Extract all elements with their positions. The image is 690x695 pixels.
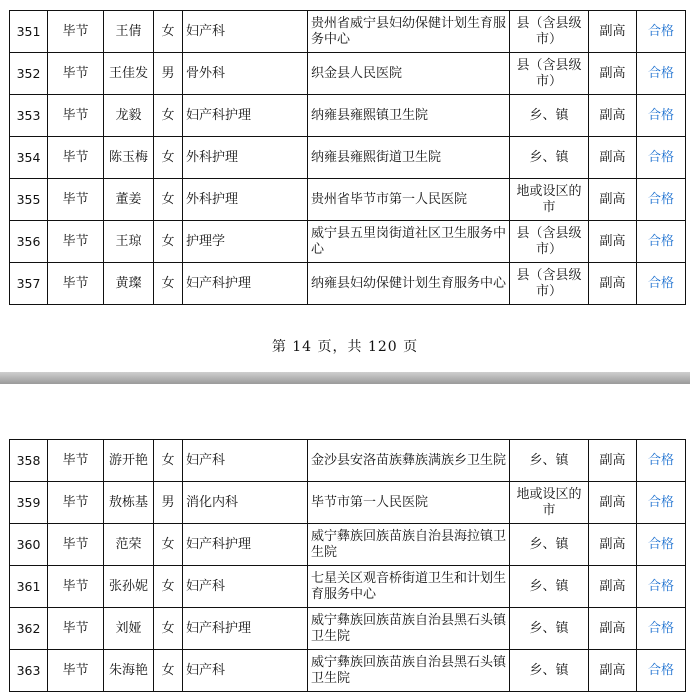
- cell-result: 合格: [637, 650, 686, 692]
- cell-name: 范荣: [104, 524, 154, 566]
- cell-region: 毕节: [48, 608, 104, 650]
- cell-result: 合格: [637, 482, 686, 524]
- cell-name: 王佳发: [104, 53, 154, 95]
- cell-region: 毕节: [48, 440, 104, 482]
- cell-specialty: 妇产科护理: [183, 263, 308, 305]
- table-row: [10, 650, 686, 692]
- page-number: 第 14 页，共 120 页: [271, 339, 419, 355]
- cell-specialty: 妇产科: [183, 566, 308, 608]
- cell-number: 353: [10, 95, 48, 137]
- cell-unit-level: 乡、镇: [510, 608, 589, 650]
- cell-unit-level: 乡、镇: [510, 566, 589, 608]
- cell-name: 朱海艳: [104, 650, 154, 692]
- cell-specialty: 妇产科护理: [183, 95, 308, 137]
- cell-region: 毕节: [48, 53, 104, 95]
- table-row: [10, 95, 686, 137]
- cell-region: 毕节: [48, 524, 104, 566]
- cell-sex: 女: [154, 650, 183, 692]
- cell-specialty: 外科护理: [183, 137, 308, 179]
- cell-name: 黄璨: [104, 263, 154, 305]
- cell-region: 毕节: [48, 221, 104, 263]
- table-row: [10, 482, 686, 524]
- cell-specialty: 外科护理: [183, 179, 308, 221]
- cell-sex: 女: [154, 263, 183, 305]
- cell-number: 352: [10, 53, 48, 95]
- table-row: [10, 566, 686, 608]
- cell-sex: 男: [154, 53, 183, 95]
- table-row: [10, 440, 686, 482]
- cell-number: 361: [10, 566, 48, 608]
- cell-name: 王倩: [104, 11, 154, 53]
- cell-sex: 女: [154, 137, 183, 179]
- cell-specialty: 妇产科: [183, 440, 308, 482]
- cell-name: 陈玉梅: [104, 137, 154, 179]
- cell-sex: 女: [154, 524, 183, 566]
- cell-workplace: 纳雍县雍熙镇卫生院: [308, 95, 510, 137]
- cell-unit-level: 乡、镇: [510, 650, 589, 692]
- cell-result: 合格: [637, 263, 686, 305]
- cell-number: 359: [10, 482, 48, 524]
- cell-workplace: 威宁彝族回族苗族自治县海拉镇卫生院: [308, 524, 510, 566]
- cell-workplace: 贵州省威宁县妇幼保健计划生育服务中心: [308, 11, 510, 53]
- cell-workplace: 金沙县安洛苗族彝族满族乡卫生院: [308, 440, 510, 482]
- cell-result: 合格: [637, 11, 686, 53]
- cell-result: 合格: [637, 179, 686, 221]
- cell-workplace: 威宁县五里岗街道社区卫生服务中心: [308, 221, 510, 263]
- cell-workplace: 七星关区观音桥街道卫生和计划生育服务中心: [308, 566, 510, 608]
- cell-sex: 女: [154, 11, 183, 53]
- cell-workplace: 纳雍县妇幼保健计划生育服务中心: [308, 263, 510, 305]
- cell-region: 毕节: [48, 11, 104, 53]
- page-separator: [0, 372, 690, 384]
- document-page-15: [0, 384, 690, 695]
- cell-title: 副高: [589, 650, 637, 692]
- cell-workplace: 纳雍县雍熙街道卫生院: [308, 137, 510, 179]
- cell-name: 董姜: [104, 179, 154, 221]
- cell-title: 副高: [589, 524, 637, 566]
- cell-workplace: 贵州省毕节市第一人民医院: [308, 179, 510, 221]
- cell-workplace: 威宁彝族回族苗族自治县黑石头镇卫生院: [308, 608, 510, 650]
- cell-title: 副高: [589, 608, 637, 650]
- cell-name: 龙毅: [104, 95, 154, 137]
- cell-title: 副高: [589, 53, 637, 95]
- cell-region: 毕节: [48, 179, 104, 221]
- cell-number: 355: [10, 179, 48, 221]
- cell-name: 游开艳: [104, 440, 154, 482]
- cell-unit-level: 乡、镇: [510, 95, 589, 137]
- cell-region: 毕节: [48, 95, 104, 137]
- cell-number: 358: [10, 440, 48, 482]
- cell-unit-level: 县（含县级市）: [510, 263, 589, 305]
- cell-number: 351: [10, 11, 48, 53]
- cell-region: 毕节: [48, 650, 104, 692]
- cell-title: 副高: [589, 263, 637, 305]
- cell-region: 毕节: [48, 137, 104, 179]
- cell-region: 毕节: [48, 263, 104, 305]
- cell-specialty: 妇产科护理: [183, 608, 308, 650]
- cell-sex: 女: [154, 179, 183, 221]
- cell-specialty: 妇产科: [183, 650, 308, 692]
- cell-sex: 女: [154, 608, 183, 650]
- cell-specialty: 消化内科: [183, 482, 308, 524]
- cell-specialty: 护理学: [183, 221, 308, 263]
- cell-title: 副高: [589, 95, 637, 137]
- table-row: [10, 179, 686, 221]
- cell-workplace: 毕节市第一人民医院: [308, 482, 510, 524]
- cell-sex: 男: [154, 482, 183, 524]
- results-table: [9, 439, 686, 692]
- table-row: [10, 221, 686, 263]
- cell-result: 合格: [637, 137, 686, 179]
- cell-result: 合格: [637, 524, 686, 566]
- cell-title: 副高: [589, 482, 637, 524]
- cell-specialty: 骨外科: [183, 53, 308, 95]
- cell-title: 副高: [589, 179, 637, 221]
- table-row: [10, 263, 686, 305]
- cell-result: 合格: [637, 95, 686, 137]
- cell-sex: 女: [154, 566, 183, 608]
- cell-number: 356: [10, 221, 48, 263]
- cell-region: 毕节: [48, 566, 104, 608]
- cell-result: 合格: [637, 53, 686, 95]
- cell-unit-level: 县（含县级市）: [510, 221, 589, 263]
- cell-unit-level: 乡、镇: [510, 137, 589, 179]
- cell-title: 副高: [589, 11, 637, 53]
- cell-specialty: 妇产科护理: [183, 524, 308, 566]
- cell-unit-level: 地或设区的市: [510, 482, 589, 524]
- cell-number: 362: [10, 608, 48, 650]
- cell-workplace: 威宁彝族回族苗族自治县黑石头镇卫生院: [308, 650, 510, 692]
- cell-name: 刘娅: [104, 608, 154, 650]
- table-row: [10, 608, 686, 650]
- cell-number: 363: [10, 650, 48, 692]
- table-row: [10, 53, 686, 95]
- cell-unit-level: 乡、镇: [510, 440, 589, 482]
- cell-number: 360: [10, 524, 48, 566]
- cell-result: 合格: [637, 566, 686, 608]
- table-row: [10, 11, 686, 53]
- cell-sex: 女: [154, 440, 183, 482]
- cell-name: 张孙妮: [104, 566, 154, 608]
- cell-name: 王琼: [104, 221, 154, 263]
- cell-title: 副高: [589, 440, 637, 482]
- cell-result: 合格: [637, 608, 686, 650]
- cell-unit-level: 县（含县级市）: [510, 53, 589, 95]
- cell-region: 毕节: [48, 482, 104, 524]
- cell-unit-level: 地或设区的市: [510, 179, 589, 221]
- cell-title: 副高: [589, 566, 637, 608]
- cell-sex: 女: [154, 95, 183, 137]
- cell-specialty: 妇产科: [183, 11, 308, 53]
- cell-name: 敖栋基: [104, 482, 154, 524]
- cell-result: 合格: [637, 221, 686, 263]
- cell-number: 357: [10, 263, 48, 305]
- results-table: [9, 10, 686, 305]
- cell-result: 合格: [637, 440, 686, 482]
- table-row: [10, 137, 686, 179]
- cell-sex: 女: [154, 221, 183, 263]
- cell-title: 副高: [589, 137, 637, 179]
- cell-number: 354: [10, 137, 48, 179]
- table-row: [10, 524, 686, 566]
- cell-unit-level: 县（含县级市）: [510, 11, 589, 53]
- cell-unit-level: 乡、镇: [510, 524, 589, 566]
- cell-title: 副高: [589, 221, 637, 263]
- cell-workplace: 织金县人民医院: [308, 53, 510, 95]
